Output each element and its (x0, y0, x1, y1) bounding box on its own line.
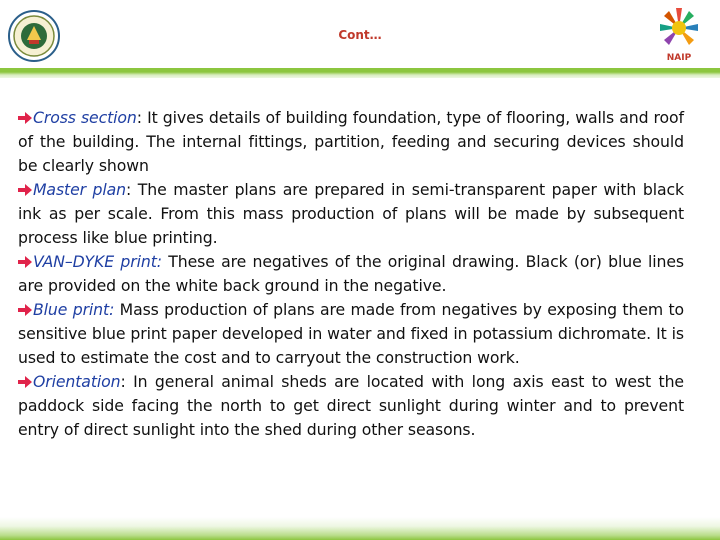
bullet-sep: : (126, 180, 132, 199)
slide-header (0, 0, 720, 68)
bullet-term: VAN–DYKE print (33, 252, 157, 271)
footer-band (0, 517, 720, 540)
bullet-text: Mass production of plans are made from negatives by exposing them to sensitive blue print paper developed in water and fixed in potassium dichromate. It is used to estimate the cost and to carryout the construction work. (18, 300, 685, 367)
naip-logo-icon (650, 6, 708, 64)
bullet-sep: : (156, 252, 162, 271)
bullet-term: Orientation (33, 372, 121, 391)
header-divider-band (0, 68, 720, 78)
bullet-sep: : (136, 108, 142, 127)
bullet-term: Blue print (33, 300, 110, 319)
bullet-cross-section (18, 106, 684, 178)
bullet-blue-print (18, 298, 684, 370)
arrow-bullet-icon (18, 112, 32, 124)
bullet-text: These are negatives of the original drawing. Black (or) blue lines are provided on the white back ground in the negative. (18, 252, 684, 295)
arrow-bullet-icon (18, 304, 32, 316)
bullet-term: Cross section (33, 108, 137, 127)
arrow-bullet-icon (18, 256, 32, 268)
naip-logo-text: NAIP (666, 53, 692, 63)
bullet-text: The master plans are prepared in semi-transparent paper with black ink as per scale. From this mass production of plans will be made by subsequent process like blue printing. (18, 180, 684, 247)
bullet-text: In general animal sheds are located with long axis east to west the paddock side facing the north to get direct sunlight during winter and to prevent entry of direct sunlight into the shed during other seasons. (18, 372, 684, 439)
bullet-text: It gives details of building foundation, type of flooring, walls and roof of the building. The internal fittings, partition, feeding and securing devices should be clearly shown (18, 108, 684, 175)
bullet-orientation (18, 370, 684, 442)
bullet-sep: : (120, 372, 126, 391)
bullet-sep: : (109, 300, 115, 319)
bullet-van-dyke-print (18, 250, 684, 298)
bullet-term: Master plan (33, 180, 127, 199)
slide-body (18, 106, 684, 442)
arrow-bullet-icon (18, 184, 32, 196)
arrow-bullet-icon (18, 376, 32, 388)
slide-title: Cont… (338, 28, 382, 42)
bullet-master-plan (18, 178, 684, 250)
